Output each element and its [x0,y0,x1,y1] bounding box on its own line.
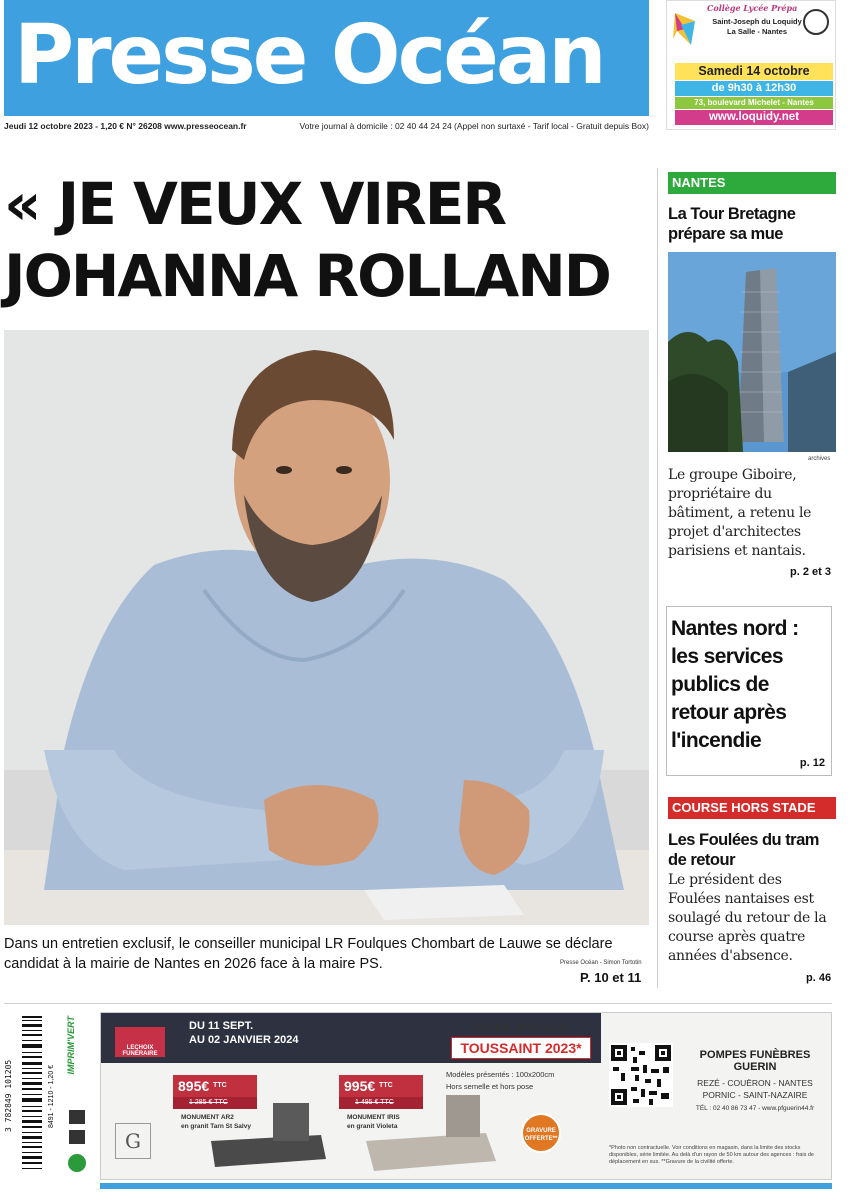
barcode-code [48,1012,60,1180]
price-1-value: 895€ [178,1078,210,1094]
tour-bretagne-photo[interactable] [668,252,836,452]
feature-1: Modèles présentés : 100x200cm [446,1070,555,1079]
monument-ar2-image [201,1101,331,1171]
school-line-1: Saint-Joseph du Loquidy [712,17,802,26]
star-logo-icon [671,9,697,49]
price-2-value: 995€ [344,1078,376,1094]
school-line-2: La Salle - Nantes [726,27,788,36]
ad-fine-print: *Photo non contractuelle. Voir conditions en magasin, dans la limite des stocks disponibles, série limitée. Au delà d'un rayon de 50 km autour des agences : frais de déplacement en sus. **Gravure de la civilité offerte. [609,1145,814,1165]
company-cities-2: PORNIC - SAINT-NAZAIRE [702,1090,808,1100]
story-1-body: Le groupe Giboire, propriétaire du bâtiment, a retenu le projet d'architectes parisiens et nantais. [668,467,812,559]
story-1-page-ref[interactable]: p. 2 et 3 [790,566,831,578]
barcode-number [4,1012,18,1180]
price-1-old: 1 285 € TTC [173,1097,257,1109]
newspaper-logo[interactable]: Presse Océan [14,8,604,103]
ad-dates [189,1019,298,1047]
company-phone[interactable]: TÉL : 02 40 86 73 47 - www.pfguerin44.fr [695,1105,815,1112]
school-address: 73, boulevard Michelet - Nantes [675,97,833,109]
price-2-unit: TTC [379,1082,393,1089]
school-lines [697,17,817,37]
company-name: POMPES FUNÈBRES GUERIN [699,1049,811,1073]
pompes-funebres-info [681,1049,829,1112]
ad-date-end: AU 02 JANVIER 2024 [189,1034,299,1046]
barcode-code-text: 8491 - 1210 - 1,20 € [48,1064,55,1128]
feature-2: Hors semelle et hors pose [446,1082,534,1091]
issue-info: Jeudi 12 octobre 2023 - 1,20 € N° 26208 www.presseocean.fr [4,121,247,131]
school-open-day-ad[interactable] [666,0,836,130]
interview-portrait-image [4,330,649,925]
price-1-unit: TTC [213,1082,227,1089]
model-1-stone: en granit Tarn St Salvy [181,1123,251,1130]
special-offer [451,1023,591,1059]
photo-caption: Dans un entretien exclusif, le conseiller municipal LR Foulques Chombart de Lauwe se déclare candidat à la mairie de Nantes en 2026 face à la maire PS. [4,936,613,972]
bottom-accent-bar [100,1183,832,1189]
open-day-date: Samedi 14 octobre [675,63,833,80]
bottom-divider [4,1003,832,1004]
ad-date-start: DU 11 SEPT. [189,1020,254,1032]
monument-iris-image [356,1093,506,1173]
price-1 [173,1075,257,1097]
qr-code-icon[interactable] [609,1043,673,1107]
main-page-ref[interactable]: P. 10 et 11 [580,970,642,985]
story-3-page-ref[interactable]: p. 46 [806,972,832,984]
tower-image [668,252,836,452]
section-tag-course: COURSE HORS STADE [668,797,836,819]
school-crest-icon [803,9,829,35]
funeral-services-ad[interactable] [100,1012,832,1180]
ad-features [446,1069,554,1093]
imprim-vert-label: IMPRIM'VERT [66,1016,76,1075]
photo-credit: Presse Océan - Simon Tortotin [560,960,642,966]
story-2-title: Nantes nord : les services publics de retour après l'incendie [671,617,799,752]
headline-line-2: JOHANNA ROLLAND [4,242,610,310]
model-2-stone: en granit Violeta [347,1123,398,1130]
offer-title: TOUSSAINT 2023* [451,1037,591,1059]
eco-icons [66,1108,88,1178]
lechoix-logo: LECHOIX FUNÉRAIRE [115,1027,165,1057]
gravure-badge: GRAVURE OFFERTE** [521,1113,561,1153]
main-photo[interactable] [4,330,649,925]
g-logo: G [115,1123,151,1159]
story-3-body: Le président des Foulées nantaises est soulagé du retour de la course après quatre années d'absence. [668,872,827,964]
open-day-hours: de 9h30 à 12h30 [675,81,833,96]
column-divider [657,168,658,988]
model-2-name: MONUMENT IRIS [347,1114,400,1121]
story-2-box[interactable] [666,606,832,776]
headline-line-1: « JE VEUX VIRER [4,170,505,238]
masthead [4,0,649,116]
barcode-digits: 3 782849 101205 [4,1059,13,1133]
subscription-info: Votre journal à domicile : 02 40 44 24 24 (Appel non surtaxé - Tarif local - Gratuit depuis Box) [299,121,649,131]
price-2-old: 1 495 € TTC [339,1097,423,1109]
dateline [4,119,649,133]
photo-credit-archives: archives [808,456,831,462]
company-cities-1: REZÉ - COUËRON - NANTES [697,1078,813,1088]
offer-label: OFFRE SPÉCIALE [473,1023,569,1035]
section-tag-nantes: NANTES [668,172,836,194]
model-1-name: MONUMENT AR2 [181,1114,234,1121]
story-3-title[interactable]: Les Foulées du tram de retour [668,831,819,869]
eco-label [62,1012,92,1180]
story-1-title[interactable]: La Tour Bretagne prépare sa mue [668,205,796,243]
school-name: Collège Lycée Prépa [707,3,798,13]
school-website[interactable]: www.loquidy.net [675,110,833,125]
story-2-page-ref: p. 12 [799,757,825,769]
